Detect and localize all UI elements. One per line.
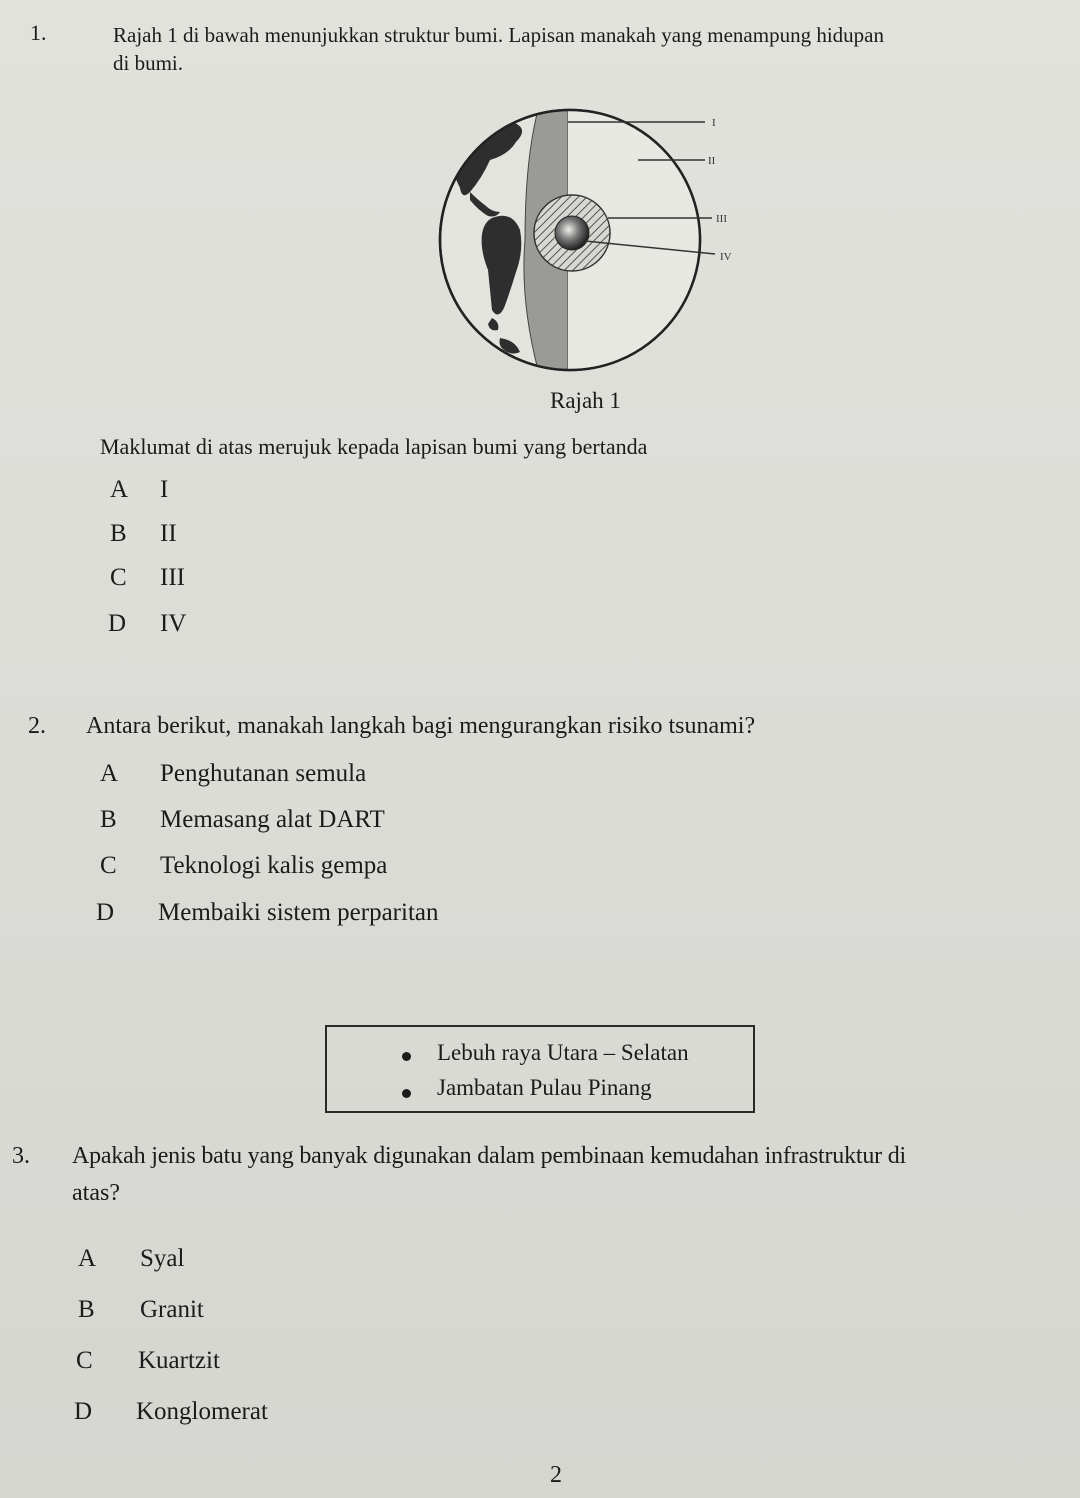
q1-text-line2: di bumi. bbox=[113, 51, 184, 75]
q1-text-line1: Rajah 1 di bawah menunjukkan struktur bumi. Lapisan manakah yang menampung hidupan bbox=[113, 23, 884, 47]
bullet-icon bbox=[402, 1052, 411, 1061]
label-i: I bbox=[712, 117, 716, 129]
option-letter: D bbox=[96, 899, 115, 926]
option-letter: B bbox=[78, 1296, 95, 1323]
option-text: I bbox=[160, 476, 169, 503]
label-iv: IV bbox=[720, 251, 732, 263]
q1-stem: Maklumat di atas merujuk kepada lapisan bumi yang bertanda bbox=[100, 434, 648, 459]
earth-structure-diagram bbox=[420, 100, 760, 380]
option-text: Memasang alat DART bbox=[160, 806, 385, 833]
option-letter: B bbox=[110, 520, 127, 547]
box-item-1: Lebuh raya Utara – Selatan bbox=[437, 1040, 689, 1065]
bullet-icon bbox=[402, 1089, 411, 1098]
q2-number: 2. bbox=[28, 713, 46, 739]
option-text: Granit bbox=[140, 1296, 204, 1323]
option-text: II bbox=[160, 520, 177, 547]
q3-number: 3. bbox=[12, 1143, 30, 1169]
label-iii: III bbox=[716, 213, 727, 225]
option-letter: A bbox=[78, 1245, 97, 1272]
box-item-2: Jambatan Pulau Pinang bbox=[437, 1075, 652, 1100]
option-text: Teknologi kalis gempa bbox=[160, 852, 388, 879]
option-text: Konglomerat bbox=[136, 1398, 268, 1425]
label-ii: II bbox=[708, 155, 716, 167]
q3-text-line2: atas? bbox=[72, 1180, 120, 1206]
option-letter: B bbox=[100, 806, 117, 833]
inner-core bbox=[555, 216, 589, 250]
option-text: Membaiki sistem perparitan bbox=[158, 899, 439, 926]
option-letter: D bbox=[74, 1398, 93, 1425]
option-text: III bbox=[160, 564, 185, 591]
infrastructure-box bbox=[325, 1025, 755, 1113]
option-text: Kuartzit bbox=[138, 1347, 220, 1374]
figure-caption: Rajah 1 bbox=[550, 388, 621, 413]
option-letter: A bbox=[100, 760, 119, 787]
option-letter: A bbox=[110, 476, 129, 503]
option-letter: C bbox=[110, 564, 127, 591]
option-letter: C bbox=[100, 852, 117, 879]
option-text: IV bbox=[160, 610, 187, 637]
option-letter: D bbox=[108, 610, 127, 637]
page-number: 2 bbox=[550, 1462, 562, 1488]
option-text: Syal bbox=[140, 1245, 185, 1272]
q2-text: Antara berikut, manakah langkah bagi mengurangkan risiko tsunami? bbox=[86, 713, 756, 739]
option-text: Penghutanan semula bbox=[160, 760, 367, 787]
q3-text-line1: Apakah jenis batu yang banyak digunakan dalam pembinaan kemudahan infrastruktur di bbox=[72, 1143, 907, 1169]
q1-number: 1. bbox=[30, 20, 47, 45]
option-letter: C bbox=[76, 1347, 93, 1374]
